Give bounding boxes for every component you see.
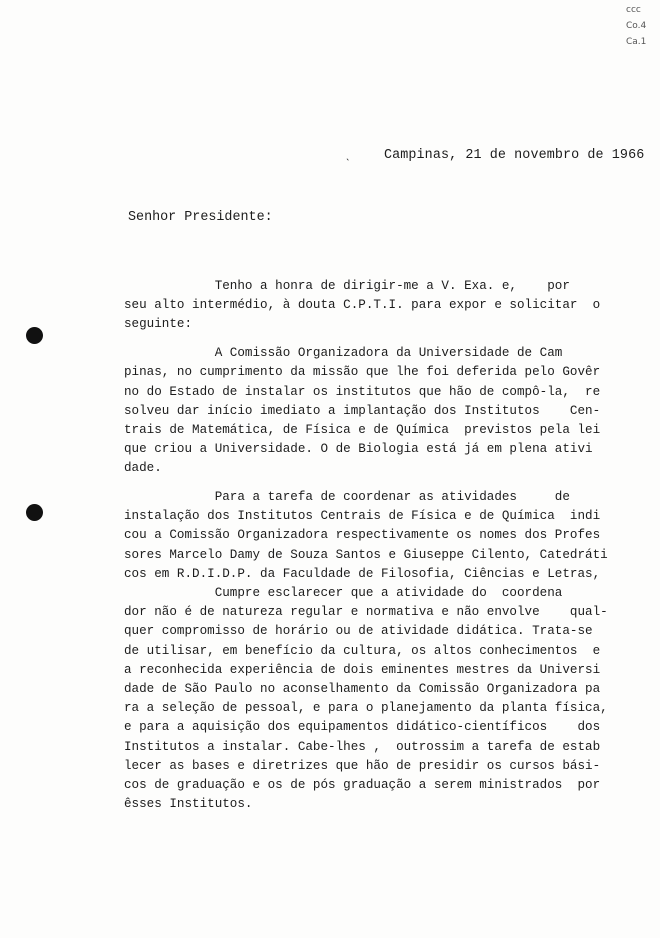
- text-line: Para a tarefa de coordenar as atividades de: [124, 490, 570, 505]
- paragraph: [124, 488, 654, 814]
- margin-notes: [626, 2, 656, 50]
- text-line: no do Estado de instalar os institutos que hão de compô-la, re: [124, 384, 601, 399]
- paragraph-gap: [124, 335, 654, 345]
- text-line: dade de São Paulo no aconselhamento da Comissão Organizadora pa: [124, 681, 601, 696]
- text-line: cos de graduação e os de pós graduação a serem ministrados por: [124, 777, 601, 792]
- text-line: dor não é de natureza regular e normativa e não envolve qual-: [124, 605, 608, 620]
- text-line: êsses Institutos.: [124, 797, 253, 812]
- punch-hole-mark: [26, 327, 43, 344]
- text-line: quer compromisso de horário ou de atividade didática. Trata-se: [124, 624, 593, 639]
- text-line: cou a Comissão Organizadora respectivamente os nomes dos Profes: [124, 528, 601, 543]
- margin-note: ccc: [626, 5, 641, 15]
- paragraph-gap: [124, 478, 654, 488]
- text-line: trais de Matemática, de Física e de Química previstos pela lei: [124, 422, 601, 437]
- text-line: dade.: [124, 461, 162, 476]
- text-line: seguinte:: [124, 317, 193, 332]
- salutation: Senhor Presidente:: [128, 210, 273, 225]
- text-line: Tenho a honra de dirigir-me a V. Exa. e, por: [124, 279, 570, 293]
- text-line: sores Marcelo Damy de Souza Santos e Giuseppe Cilento, Catedráti: [124, 547, 608, 562]
- letter-body: [124, 277, 654, 814]
- text-line: lecer as bases e diretrizes que hão de presidir os cursos bási-: [124, 758, 601, 773]
- text-line: cos em R.D.I.D.P. da Faculdade de Filosofia, Ciências e Letras,: [124, 566, 601, 581]
- text-line: pinas, no cumprimento da missão que lhe foi deferida pelo Govêr: [124, 365, 601, 380]
- margin-note: Ca.1: [626, 37, 647, 47]
- punch-hole-mark: [26, 504, 43, 521]
- text-line: ra a seleção de pessoal, e para o planejamento da planta física,: [124, 701, 608, 716]
- text-line: e para a aquisição dos equipamentos didático-científicos dos: [124, 720, 601, 735]
- text-line: a reconhecida experiência de dois eminentes mestres da Universi: [124, 662, 601, 677]
- text-line: seu alto intermédio, à douta C.P.T.I. para expor e solicitar o: [124, 298, 601, 313]
- text-line: de utilisar, em benefício da cultura, os altos conhecimentos e: [124, 643, 601, 658]
- text-line: Institutos a instalar. Cabe-lhes , outrossim a tarefa de estab: [124, 739, 601, 754]
- text-line: A Comissão Organizadora da Universidade de Cam: [124, 346, 563, 361]
- paragraph: [124, 277, 654, 335]
- text-line: Cumpre esclarecer que a atividade do coordena: [124, 586, 563, 600]
- ink-mark: ˎ: [344, 148, 352, 162]
- paragraph: [124, 344, 654, 478]
- text-line: que criou a Universidade. O de Biologia está já em plena ativi: [124, 442, 593, 457]
- letter-date: Campinas, 21 de novembro de 1966: [384, 148, 645, 163]
- text-line: instalação dos Institutos Centrais de Física e de Química indi: [124, 509, 601, 524]
- margin-note: Co.4: [626, 21, 647, 31]
- text-line: solveu dar início imediato a implantação dos Institutos Cen-: [124, 403, 601, 418]
